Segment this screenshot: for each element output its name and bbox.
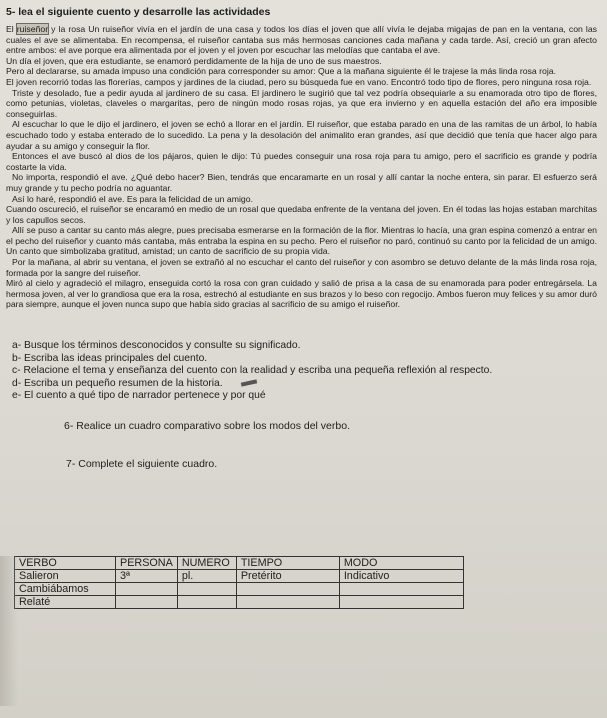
- header-persona: PERSONA: [116, 557, 178, 570]
- cell-verbo: Relaté: [15, 596, 116, 609]
- cell-tiempo[interactable]: Pretérito: [236, 570, 339, 583]
- cell-persona[interactable]: 3ª: [116, 570, 178, 583]
- story-paragraph: No importa, respondió el ave. ¿Qué debo hacer? Bien, tendrás que encaramarte en un rosal y allí cantar la noche entera, sin parar. El esfuerzo será muy grande y tu pecho podría no aguantar.: [6, 172, 597, 193]
- question-7: 7- Complete el siguiente cuadro.: [66, 457, 218, 470]
- story-paragraph: Miró al cielo y agradeció el milagro, enseguida cortó la rosa con gran cuidado y salió de prisa a la casa de su enamorada para poder entregársela. La hermosa joven, al ver lo grandiosa que era la rosa, estrechó al estudiante en sus brazos y lo beso con regocijo. Ambos fueron muy felices y su amor duró para siempre, aunque el joven nunca supo que había sido gracias al sacrificio de su amigo el ruiseñor.: [6, 278, 597, 310]
- verb-table: [14, 556, 464, 609]
- cell-numero[interactable]: [177, 583, 236, 596]
- activity-item: a- Busque los términos desconocidos y consulte su significado.: [12, 340, 301, 352]
- story-paragraph: Al escuchar lo que le dijo el jardinero, el joven se echó a llorar en el jardín. El ruiseñor, que estaba parado en una de las ramitas de un árbol, lo había escuchado todo y estaba enterado de lo sucedido. La pena y la desolación del animalito eran grandes, así que decidió que tenía que hacer algo para ayudar a su amigo y conseguir la flor.: [6, 119, 597, 151]
- story-paragraph: Triste y desolado, fue a pedir ayuda al jardinero de su casa. El jardinero le sugirió que tal vez podría obsequiarle a su enamorada otro tipo de flores, como petunias, violetas, claveles o margaritas, pero de ningún modo rosas rojas, ya que era invierno y en aquella estación del año era imposible conseguirlas.: [6, 87, 597, 119]
- story-paragraph: Pero al declararse, su amada impuso una condición para corresponder su amor: Que a la mañana siguiente él le trajese la más linda rosa roja.: [6, 66, 557, 77]
- story-paragraph: El ruiseñor y la rosa Un ruiseñor vivía en el jardín de una casa y todos los días el joven que allí vivía le dejaba migajas de pan en la ventana, con las cuales el ave se alimentaba. En recompensa, el ruiseñor cantaba sus más hermosas canciones cada mañana y cada tarde. Así, creció un gran afecto entre ambos: el ave porque era alimentada por el joven y el joven por escuchar las melodías que cantaba el ave.: [6, 24, 598, 56]
- header-verbo: VERBO: [15, 557, 116, 570]
- story-paragraph: Allí se puso a cantar su canto más alegre, pues precisaba esmerarse en la formación de la flor. Mientras lo hacía, una gran espina comenzó a entrar en el pecho del ruiseñor y cuanto más cantaba, más entraba la espina en su pecho. Pero el ruiseñor no paró, continuó su canto por la felicidad de un amigo. Un canto que simbolizaba gratitud, amistad; un canto de sacrificio de su propia vida.: [6, 225, 597, 257]
- header-tiempo: TIEMPO: [236, 557, 339, 570]
- cell-persona[interactable]: [116, 596, 178, 609]
- cell-tiempo[interactable]: [236, 583, 339, 596]
- activity-item: b- Escriba las ideas principales del cuento.: [12, 352, 208, 364]
- story-paragraph: Así lo haré, respondió el ave. Es para la felicidad de un amigo.: [12, 193, 253, 204]
- story-paragraph: Entonces el ave buscó al dios de los pájaros, quien le dijo: Tú puedes conseguir una rosa roja para tu amigo, pero el sacrificio es grande y podría costarte la vida.: [6, 151, 597, 172]
- highlighted-word: ruiseñor: [16, 24, 49, 34]
- header-numero: NUMERO: [177, 557, 236, 570]
- cell-modo[interactable]: [339, 596, 463, 609]
- table-row: [15, 583, 464, 596]
- cell-verbo: Cambiábamos: [15, 583, 116, 596]
- table-header-row: [15, 557, 464, 570]
- story-paragraph: El joven recorrió todas las florerías, campos y jardines de la ciudad, pero su búsqueda fue en vano. Encontró todo tipo de flores, pero ninguna rosa roja.: [6, 76, 592, 87]
- story-text: [6, 24, 597, 310]
- cell-tiempo[interactable]: [236, 596, 339, 609]
- page-edge-shadow: [0, 556, 18, 706]
- cell-persona[interactable]: [116, 583, 178, 596]
- activity-item: d- Escriba un pequeño resumen de la historia.: [12, 378, 597, 390]
- page-heading: 5- lea el siguiente cuento y desarrolle las actividades: [6, 6, 271, 18]
- activity-item: e- El cuento a qué tipo de narrador pertenece y por qué: [12, 390, 266, 402]
- story-paragraph: Cuando oscureció, el ruiseñor se encaramó en medio de un rosal que quedaba enfrente de la ventana del joven. En él todas las hojas estaban marchitas y los capullos secos.: [6, 204, 597, 225]
- cell-modo[interactable]: Indicativo: [339, 570, 463, 583]
- story-paragraph: Por la mañana, al abrir su ventana, el joven se extrañó al no escuchar el canto del ruiseñor y con asombro se detuvo delante de la más linda rosa roja, formada por la sangre del ruiseñor.: [6, 257, 597, 278]
- header-modo: MODO: [339, 557, 463, 570]
- cell-numero[interactable]: pl.: [177, 570, 236, 583]
- cell-modo[interactable]: [339, 583, 463, 596]
- table-row: [15, 596, 464, 609]
- question-6: 6- Realice un cuadro comparativo sobre los modos del verbo.: [64, 419, 350, 432]
- story-paragraph: Un día el joven, que era estudiante, se enamoró perdidamente de la hija de uno de sus maestros.: [6, 55, 382, 66]
- cell-verbo: Salieron: [15, 570, 116, 583]
- activities-list: [6, 340, 597, 402]
- table-row: [15, 570, 464, 583]
- cell-numero[interactable]: [177, 596, 236, 609]
- activity-item: c- Relacione el tema y enseñanza del cuento con la realidad y escriba una pequeña reflexión al respecto.: [12, 365, 493, 377]
- pencil-mark-icon: [240, 379, 256, 386]
